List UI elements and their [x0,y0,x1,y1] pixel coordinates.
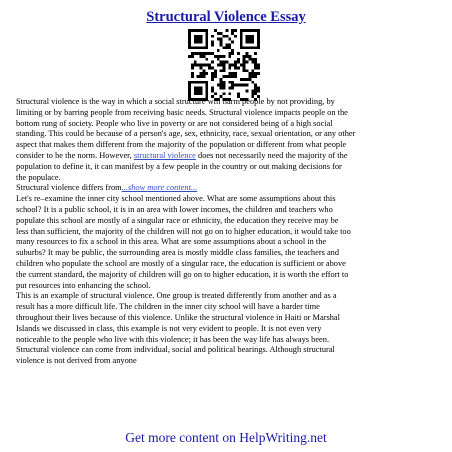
qr-module [194,87,197,90]
qr-module [223,69,226,72]
qr-module [248,29,251,32]
qr-module [214,69,217,72]
qr-module [200,81,203,84]
qr-module [188,32,191,35]
qr-module [223,87,226,90]
qr-module [217,55,220,58]
qr-module [223,35,226,38]
qr-module [220,55,223,58]
qr-module [214,72,217,75]
qr-module [200,92,203,95]
qr-module [231,72,234,75]
text-line: standing. This could be because of a person's age, sex, ethnicity, race, sexual orientation, or any other [16,129,356,139]
text-line: result has a more difficult life. The children in the inner city school will have a harder time [16,302,320,312]
qr-module [211,52,214,55]
qr-module [246,89,249,92]
qr-module [205,58,208,61]
qr-module [251,72,254,75]
qr-module [202,72,205,75]
qr-module [191,66,194,69]
qr-module [254,92,257,95]
qr-module [214,75,217,78]
qr-module [246,78,249,81]
qr-module [248,55,251,58]
qr-module [202,64,205,67]
qr-module [205,29,208,32]
qr-module [197,35,200,38]
qr-module [234,64,237,67]
qr-module [234,29,237,32]
qr-module [217,32,220,35]
qr-module [220,84,223,87]
qr-module [243,61,246,64]
qr-module [225,43,228,46]
qr-module [231,41,234,44]
qr-module [240,29,243,32]
qr-module [197,52,200,55]
qr-module [228,92,231,95]
qr-module [211,78,214,81]
qr-module [188,29,191,32]
qr-module [202,52,205,55]
qr-module [194,41,197,44]
qr-module [231,81,234,84]
qr-module [234,66,237,69]
qr-module [248,41,251,44]
qr-module [225,35,228,38]
qr-module [197,92,200,95]
qr-module [228,43,231,46]
qr-module [205,52,208,55]
qr-module [251,89,254,92]
qr-module [254,61,257,64]
qr-module [188,84,191,87]
qr-module [257,29,260,32]
qr-module [228,75,231,78]
qr-module [237,84,240,87]
text-line: Islands we discussed in class, this example is not very evident to people. It is not even very [16,323,322,333]
qr-module [211,43,214,46]
qr-module [228,81,231,84]
qr-module [251,41,254,44]
qr-module [191,75,194,78]
text-line: This is an example of structural violence. One group is treated differently from another and as a [16,291,337,301]
qr-module [234,75,237,78]
qr-module [194,81,197,84]
qr-module [228,52,231,55]
qr-module [246,55,249,58]
qr-module [254,84,257,87]
qr-module [200,35,203,38]
qr-module [243,64,246,67]
qr-module [251,75,254,78]
qr-module [254,89,257,92]
text-line: less than sufficient, the majority of the children will not go on to higher education, it would take too [16,226,351,236]
qr-module [197,64,200,67]
qr-module [188,35,191,38]
qr-module [257,87,260,90]
qr-module [197,29,200,32]
get-more-content-link[interactable]: Get more content on HelpWriting.net [125,430,327,445]
qr-module [194,64,197,67]
qr-module [257,89,260,92]
qr-module [188,55,191,58]
qr-module [223,84,226,87]
qr-module [254,64,257,67]
qr-module [228,66,231,69]
qr-module [237,61,240,64]
qr-module [251,29,254,32]
show-more-link[interactable]: ...show more content... [121,183,198,193]
title-link[interactable]: Structural Violence Essay [146,9,306,25]
qr-module [194,29,197,32]
qr-module [246,35,249,38]
qr-module [240,64,243,67]
text-line: suburbs? It may be public, the surrounding area is mostly middle class families, the teachers and [16,248,340,258]
qr-module [197,41,200,44]
qr-module [231,52,234,55]
qr-module [254,87,257,90]
qr-module [243,78,246,81]
qr-module [217,49,220,52]
qr-module [257,43,260,46]
qr-module [211,75,214,78]
qr-module [231,84,234,87]
qr-module [231,87,234,90]
qr-module [246,61,249,64]
qr-module [211,61,214,64]
qr-module [228,38,231,41]
qr-module [220,78,223,81]
qr-module [234,84,237,87]
qr-module [205,64,208,67]
qr-module [248,78,251,81]
qr-module [188,89,191,92]
text-line: many resources to fix a school in this area. What are some assumptions about a school in the [16,237,327,247]
qr-module [243,55,246,58]
qr-module [194,52,197,55]
qr-module [257,35,260,38]
qr-module [205,87,208,90]
qr-module [248,35,251,38]
qr-module [225,75,228,78]
qr-module [188,43,191,46]
qr-module [205,84,208,87]
qr-module [248,38,251,41]
qr-module [202,46,205,49]
qr-module [217,84,220,87]
qr-module [223,64,226,67]
qr-code-icon [188,29,260,101]
qr-module [254,66,257,69]
text-line-with-link [16,183,440,194]
qr-module [251,35,254,38]
qr-module [188,41,191,44]
qr-module [257,38,260,41]
qr-module [243,66,246,69]
text-line: violence is not derived from anyone [16,356,137,366]
text-line: school? It is a public school, it is in an area with lower incomes, the children and teachers who [16,204,333,214]
qr-module [202,75,205,78]
qr-module [208,66,211,69]
qr-module [223,61,226,64]
qr-module [231,29,234,32]
page-title [0,9,452,26]
qr-module [197,46,200,49]
qr-module [214,92,217,95]
qr-module [248,58,251,61]
qr-module [200,89,203,92]
qr-module [254,75,257,78]
qr-module [225,61,228,64]
qr-module [205,92,208,95]
qr-module [191,46,194,49]
qr-module [231,64,234,67]
qr-module [223,55,226,58]
qr-module [188,87,191,90]
qr-module [205,46,208,49]
text-line: children who populate the school are mostly of a singular race, the education is sufficient or above [16,258,346,268]
qr-module [246,46,249,49]
qr-module [211,41,214,44]
qr-module [248,46,251,49]
qr-module [246,41,249,44]
qr-module [191,81,194,84]
qr-module [228,72,231,75]
qr-module [234,72,237,75]
qr-module [237,92,240,95]
qr-module [200,55,203,58]
essay-body [16,97,440,367]
qr-module [197,75,200,78]
qr-module [220,81,223,84]
qr-module [257,46,260,49]
qr-module [197,89,200,92]
qr-module [220,41,223,44]
qr-module [220,64,223,67]
qr-module [240,43,243,46]
qr-module [220,69,223,72]
qr-module [208,52,211,55]
qr-module [217,64,220,67]
text-segment: does not necessarily need the majority of the [195,150,348,160]
qr-module [254,29,257,32]
qr-module [257,64,260,67]
qr-module [188,38,191,41]
qr-module [214,29,217,32]
qr-module [257,66,260,69]
footer [0,430,452,446]
qr-module [246,38,249,41]
text-line: put resources into enhancing the school. [16,280,151,290]
qr-module [251,92,254,95]
qr-module [240,32,243,35]
qr-module [223,92,226,95]
qr-module [205,35,208,38]
qr-module [191,64,194,67]
qr-module [194,35,197,38]
qr-module [220,87,223,90]
qr-module [205,89,208,92]
qr-module [211,89,214,92]
qr-module [205,81,208,84]
qr-module [217,38,220,41]
qr-module [243,29,246,32]
qr-module [246,84,249,87]
qr-module [237,66,240,69]
qr-module [214,55,217,58]
text-line: limiting or by barring people from receiving basic needs. Structural violence impacts people on the [16,107,348,117]
qr-module [205,38,208,41]
qr-module [223,75,226,78]
text-segment: Structural violence differs from [16,183,122,193]
qr-module [191,29,194,32]
qr-module [220,61,223,64]
qr-module [191,72,194,75]
qr-module [205,32,208,35]
qr-module [200,29,203,32]
qr-module [254,46,257,49]
qr-module [205,43,208,46]
qr-module [234,35,237,38]
qr-module [231,49,234,52]
qr-module [200,72,203,75]
qr-module [188,92,191,95]
text-line: the populace. [16,172,61,182]
qr-module [200,46,203,49]
qr-module [197,38,200,41]
qr-module [194,38,197,41]
qr-module [205,72,208,75]
qr-module [246,52,249,55]
text-line: Let's re–examine the inner city school mentioned above. What are some assumptions about this [16,194,336,204]
text-line: throughout their lives because of this violence. Unlike the structural violence in Haiti or Marshal [16,312,340,322]
qr-module [243,69,246,72]
qr-module [251,69,254,72]
qr-module [200,52,203,55]
qr-module [231,75,234,78]
qr-module [234,61,237,64]
text-line: populate this school are mostly of a singular race or ethnicity, the education they receive may be [16,215,339,225]
text-line-with-link [16,151,440,162]
qr-module [202,81,205,84]
qr-module [240,41,243,44]
qr-module [200,38,203,41]
qr-module [240,84,243,87]
qr-module [188,81,191,84]
qr-module [205,41,208,44]
text-line: population to define it, it can manifest by a few people in the country or out making decisions for [16,161,342,171]
qr-module [243,58,246,61]
qr-module [225,46,228,49]
qr-module [223,66,226,69]
qr-module [240,46,243,49]
qr-module [200,64,203,67]
qr-module [191,55,194,58]
qr-module [251,61,254,64]
structural-violence-link[interactable]: structural violence [133,150,196,160]
qr-module [194,92,197,95]
qr-module [240,78,243,81]
qr-module [257,32,260,35]
qr-module [197,81,200,84]
qr-module [251,58,254,61]
qr-module [194,46,197,49]
qr-module [211,35,214,38]
qr-module [237,58,240,61]
qr-module [228,64,231,67]
qr-module [240,35,243,38]
qr-module [248,72,251,75]
qr-module [243,84,246,87]
qr-module [248,75,251,78]
qr-module [257,41,260,44]
text-line: Structural violence can come from individual, social and political bearings. Although structural [16,345,335,355]
qr-module [191,52,194,55]
qr-module [246,29,249,32]
qr-module [243,46,246,49]
qr-module [211,72,214,75]
text-line: noticeable to the people who live with this violence; it has been the way life has always been. [16,334,330,344]
qr-module [197,87,200,90]
qr-module [228,87,231,90]
qr-module [223,46,226,49]
text-line: aspect that makes them different from the majority of the population or different from what people [16,140,347,150]
qr-module [223,81,226,84]
qr-module [202,29,205,32]
qr-module [237,52,240,55]
qr-module [254,52,257,55]
qr-module [220,38,223,41]
qr-module [217,58,220,61]
text-line: the current standard, the majority of children will go on to higher education, it is worth the effort to [16,269,349,279]
qr-module [200,87,203,90]
qr-module [202,55,205,58]
qr-module [231,32,234,35]
qr-module [240,38,243,41]
qr-module [211,87,214,90]
qr-module [251,38,254,41]
qr-module [194,89,197,92]
qr-module [200,41,203,44]
qr-module [246,69,249,72]
qr-module [228,46,231,49]
text-segment: consider to be the norm. However, [16,150,134,160]
qr-module [251,46,254,49]
qr-module [254,58,257,61]
qr-module [225,29,228,32]
qr-module [257,72,260,75]
qr-module [228,55,231,58]
qr-module [200,75,203,78]
qr-module [251,81,254,84]
qr-module [202,69,205,72]
qr-module [220,32,223,35]
qr-module [220,43,223,46]
qr-module [194,61,197,64]
text-line: Structural violence is the way in which a social structure will harm people by not providing, by [16,97,335,106]
text-line: bottom rung of society. People who live in poverty or are not considered being of a high social [16,118,333,128]
qr-module [200,66,203,69]
qr-module [254,72,257,75]
qr-module [188,46,191,49]
qr-module [208,64,211,67]
qr-module [211,66,214,69]
